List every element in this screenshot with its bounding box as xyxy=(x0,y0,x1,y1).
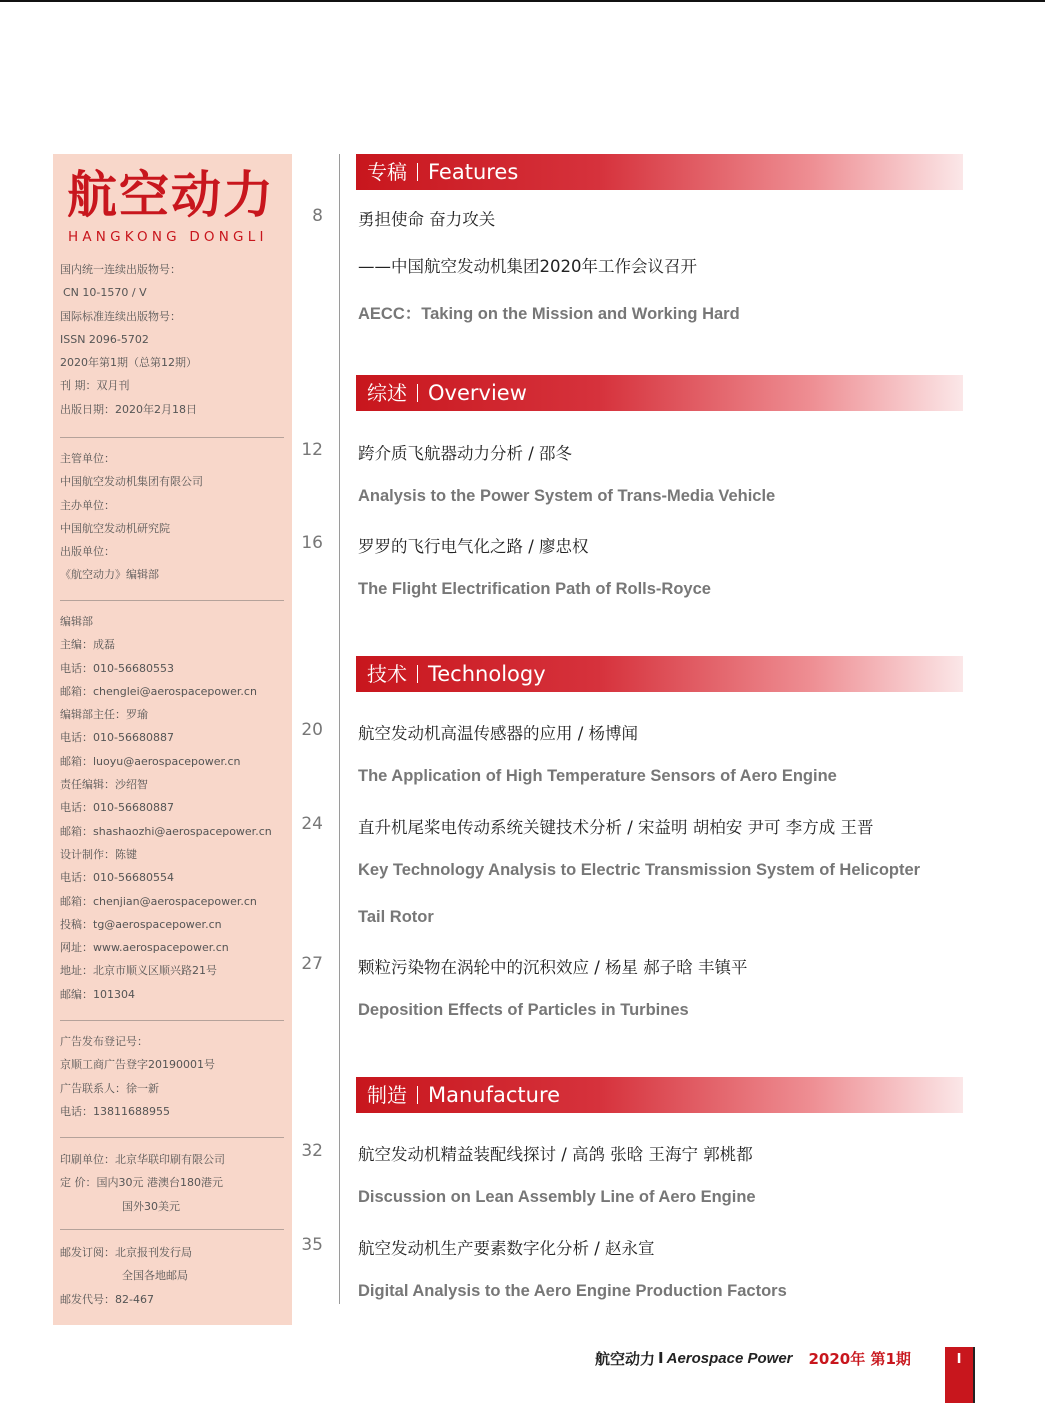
section-title-en: Manufacture xyxy=(428,1083,561,1107)
info-line: 邮箱：chenglei@aerospacepower.cn xyxy=(60,684,257,698)
info-line: 邮箱：shashaozhi@aerospacepower.cn xyxy=(60,824,272,838)
info-line: 邮箱：chenjian@aerospacepower.cn xyxy=(60,894,257,908)
page-number: 35 xyxy=(301,1235,323,1255)
sidebar-divider xyxy=(60,1137,284,1138)
article-title-en[interactable]: Deposition Effects of Particles in Turbines xyxy=(358,1001,689,1019)
footer-issue: 2020年 第1期 xyxy=(808,1349,911,1368)
info-line: 地址：北京市顺义区顺兴路21号 xyxy=(60,964,217,978)
section-header-technology xyxy=(356,656,963,692)
info-line: 邮箱：luoyu@aerospacepower.cn xyxy=(60,754,241,768)
info-line: 投稿：tg@aerospacepower.cn xyxy=(60,917,222,931)
article-title-en[interactable]: Key Technology Analysis to Electric Transmission System of Helicopter xyxy=(358,861,921,879)
article-subtitle-cn[interactable]: ——中国航空发动机集团2020年工作会议召开 xyxy=(358,257,697,276)
printing-info xyxy=(60,1148,286,1218)
article-title-cn[interactable]: 航空发动机精益装配线探讨 / 高鸽 张晗 王海宁 郭桃都 xyxy=(358,1145,753,1164)
info-line: ISSN 2096-5702 xyxy=(60,332,149,346)
info-line: 国内统一连续出版物号： xyxy=(60,263,181,276)
info-line: 主编：成磊 xyxy=(60,638,115,652)
top-rule xyxy=(0,0,1045,2)
info-line: 电话：010-56680887 xyxy=(60,731,174,745)
article-title-cn[interactable]: 罗罗的飞行电气化之路 / 廖忠权 xyxy=(358,537,589,556)
footer-journal-en: Aerospace Power xyxy=(666,1349,793,1367)
folio-tab: I xyxy=(945,1347,975,1403)
sidebar-divider xyxy=(60,437,284,438)
section-header-features xyxy=(356,154,963,190)
page-number: 20 xyxy=(301,720,323,740)
article-title-cn[interactable]: 航空发动机生产要素数字化分析 / 赵永宣 xyxy=(358,1239,655,1258)
info-line: CN 10-1570 / V xyxy=(63,286,147,300)
info-line: 责任编辑：沙绍智 xyxy=(60,778,148,792)
info-line: 中国航空发动机集团有限公司 xyxy=(60,475,203,489)
info-line: 2020年第1期（总第12期） xyxy=(60,356,197,370)
advertising-info xyxy=(60,1030,286,1123)
article-title-en[interactable]: The Flight Electrification Path of Rolls-Royce xyxy=(358,580,711,598)
info-line: 刊 期：双月刊 xyxy=(60,379,130,393)
info-line: 主管单位： xyxy=(60,452,115,465)
sidebar-divider xyxy=(60,600,284,601)
article-title-cn[interactable]: 勇担使命 奋力攻关 xyxy=(358,210,496,229)
info-line: 广告发布登记号： xyxy=(60,1035,148,1048)
page-number: 27 xyxy=(301,954,323,974)
section-title-divider xyxy=(417,665,418,683)
section-title-cn: 制造 xyxy=(367,1083,407,1107)
section-title-cn: 技术 xyxy=(367,662,407,686)
info-line: 电话：010-56680887 xyxy=(60,801,174,815)
article-title-en[interactable]: AECC：Taking on the Mission and Working Hard xyxy=(358,305,740,323)
info-line: 电话：13811688955 xyxy=(60,1104,170,1118)
publication-info xyxy=(60,258,286,421)
page-number: 24 xyxy=(301,814,323,834)
info-line: 邮发订阅：北京报刊发行局 xyxy=(60,1246,192,1259)
info-line: 主办单位： xyxy=(60,498,115,512)
section-title-cn: 专稿 xyxy=(367,160,407,184)
info-line: 印刷单位：北京华联印刷有限公司 xyxy=(60,1153,225,1166)
section-title-en: Overview xyxy=(428,381,527,405)
article-title-en-continued[interactable]: Tail Rotor xyxy=(358,908,434,926)
article-title-en[interactable]: Digital Analysis to the Aero Engine Production Factors xyxy=(358,1282,787,1300)
section-title-en: Technology xyxy=(428,662,546,686)
info-line: 电话：010-56680553 xyxy=(60,661,174,675)
column-divider xyxy=(339,154,340,1304)
section-header-manufacture xyxy=(356,1077,963,1113)
masthead-sidebar xyxy=(53,154,292,1325)
article-title-cn[interactable]: 颗粒污染物在涡轮中的沉积效应 / 杨星 郝子晗 丰镇平 xyxy=(358,958,748,977)
section-title-divider xyxy=(417,163,418,181)
info-line: 定 价：国内30元 港澳台180港元 xyxy=(60,1176,223,1190)
sidebar-divider xyxy=(60,1229,284,1230)
footer-journal-cn: 航空动力 xyxy=(595,1349,656,1368)
section-header-overview xyxy=(356,375,963,411)
info-line: 出版单位： xyxy=(60,545,115,559)
page-number: 12 xyxy=(301,440,323,460)
distribution-info xyxy=(60,1241,286,1311)
info-line: 邮发代号：82-467 xyxy=(60,1292,154,1306)
article-title-cn[interactable]: 航空发动机高温传感器的应用 / 杨博闻 xyxy=(358,724,639,743)
info-line: 国外30美元 xyxy=(122,1199,180,1213)
article-title-cn[interactable]: 直升机尾桨电传动系统关键技术分析 / 宋益明 胡柏安 尹可 李方成 王晋 xyxy=(358,818,874,837)
editorial-info xyxy=(60,610,286,1006)
info-line: 出版日期：2020年2月18日 xyxy=(60,402,197,416)
info-line: 电话：010-56680554 xyxy=(60,871,174,885)
article-title-en[interactable]: Discussion on Lean Assembly Line of Aero Engine xyxy=(358,1188,756,1206)
journal-logo-pinyin: HANGKONG DONGLI xyxy=(68,229,268,245)
section-title-divider xyxy=(417,384,418,402)
info-line: 广告联系人：徐一新 xyxy=(60,1081,159,1095)
info-line: 全国各地邮局 xyxy=(122,1269,188,1283)
section-title-en: Features xyxy=(428,160,519,184)
info-line: 编辑部 xyxy=(60,615,93,628)
page-footer xyxy=(595,1346,911,1370)
info-line: 编辑部主任：罗瑜 xyxy=(60,708,148,722)
article-title-en[interactable]: Analysis to the Power System of Trans-Media Vehicle xyxy=(358,487,776,505)
section-title-cn: 综述 xyxy=(367,381,407,405)
info-line: 网址：www.aerospacepower.cn xyxy=(60,941,229,955)
info-line: 邮编：101304 xyxy=(60,987,135,1001)
sidebar-divider xyxy=(60,1020,284,1021)
page-number: 16 xyxy=(301,533,323,553)
article-title-cn[interactable]: 跨介质飞航器动力分析 / 邵冬 xyxy=(358,444,573,463)
footer-divider: I xyxy=(658,1349,664,1367)
info-line: 京顺工商广告登字20190001号 xyxy=(60,1058,215,1072)
info-line: 国际标准连续出版物号： xyxy=(60,309,181,323)
page-number: 32 xyxy=(301,1141,323,1161)
info-line: 《航空动力》编辑部 xyxy=(60,568,159,582)
section-title-divider xyxy=(417,1086,418,1104)
page-number: 8 xyxy=(312,206,323,226)
organizations-info xyxy=(60,447,286,587)
info-line: 中国航空发动机研究院 xyxy=(60,521,170,535)
info-line: 设计制作：陈键 xyxy=(60,847,137,861)
article-title-en[interactable]: The Application of High Temperature Sensors of Aero Engine xyxy=(358,767,837,785)
journal-logo-title: 航空动力 xyxy=(67,166,275,224)
